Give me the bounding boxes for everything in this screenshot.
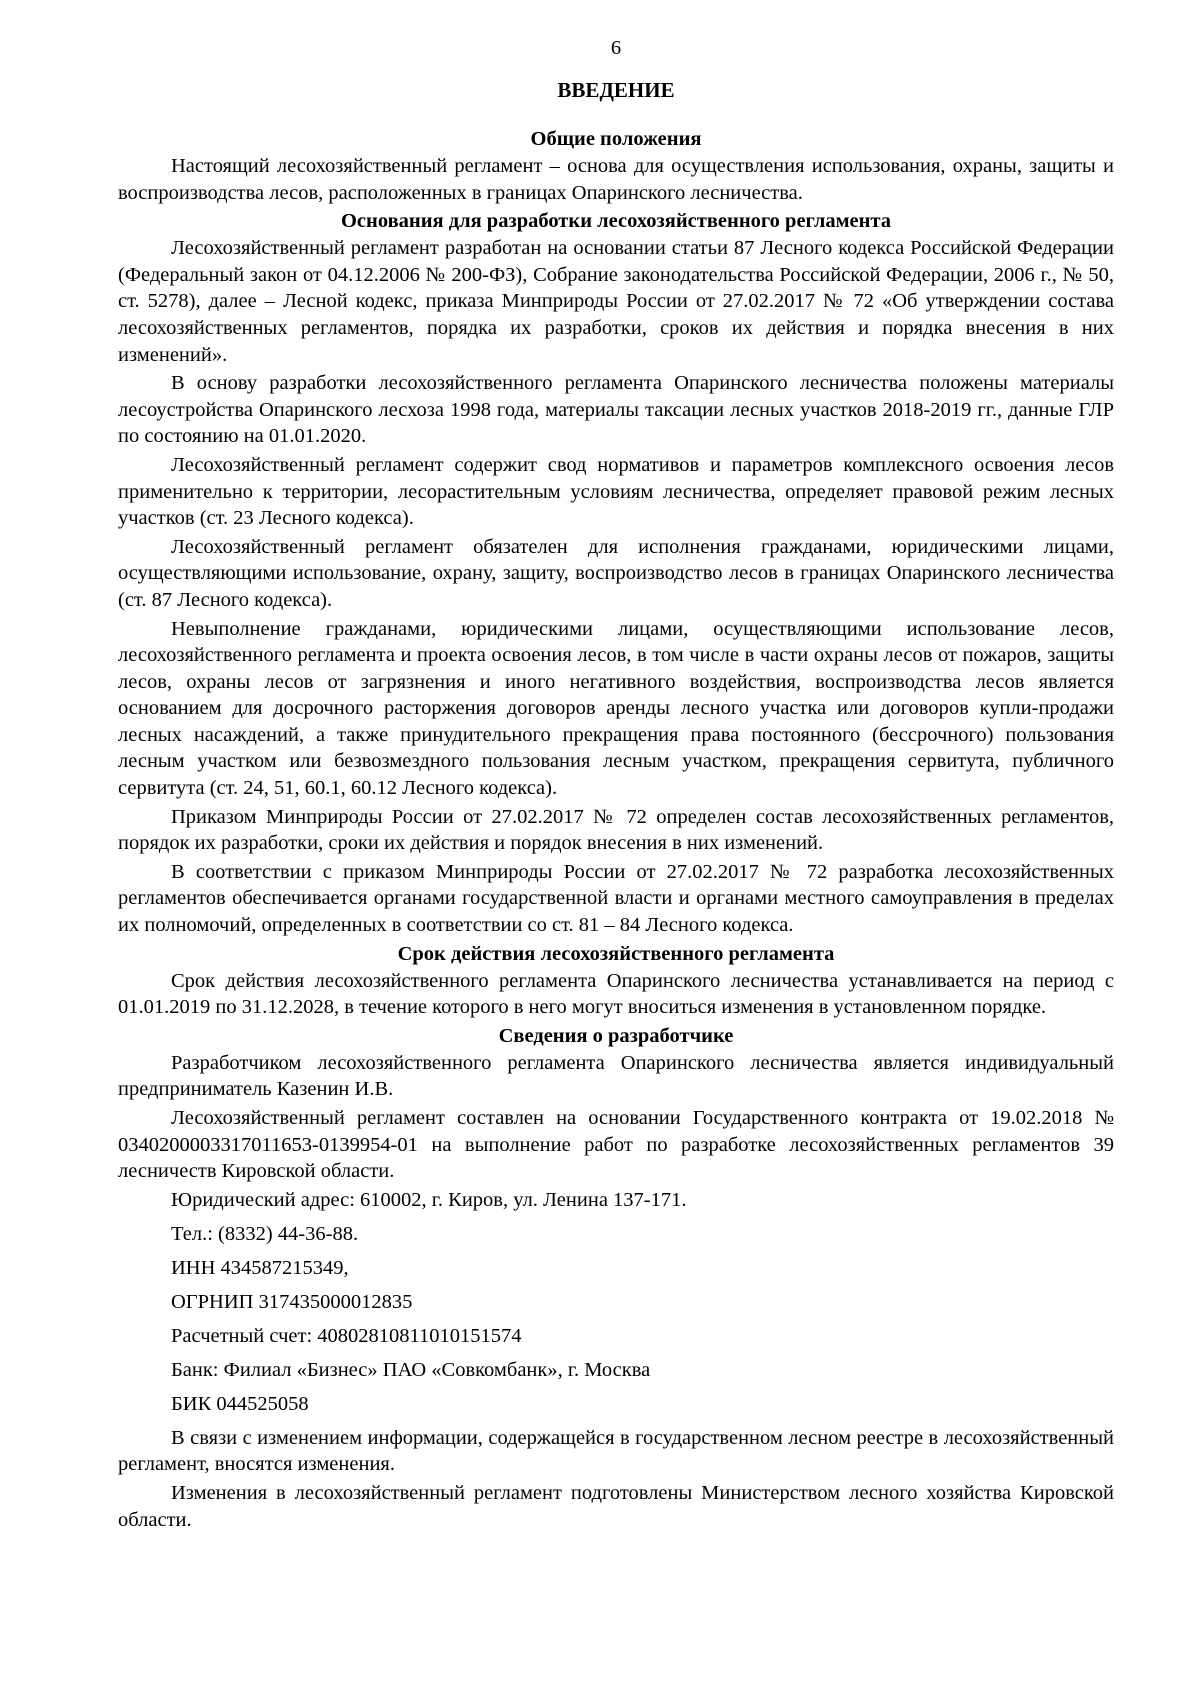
contact-bank: Банк: Филиал «Бизнес» ПАО «Совкомбанк», г. Москва [171, 1358, 651, 1381]
contact-ogrnip: ОГРНИП 317435000012835 [171, 1290, 413, 1313]
paragraph: Приказом Минприроды России от 27.02.2017 № 72 определен состав лесохозяйственных регламентов, порядок их разработки, сроки их действия и порядок внесения в них изменений. [118, 805, 1114, 855]
section-heading-validity: Срок действия лесохозяйственного регламента [397, 942, 835, 965]
section-heading-grounds: Основания для разработки лесохозяйственного регламента [340, 210, 892, 233]
contact-address: Юридический адрес: 610002, г. Киров, ул. Ленина 137-171. [171, 1188, 687, 1211]
paragraph: Невыполнение гражданами, юридическими лицами, осуществляющими использование лесов, лесохозяйственного регламента и проекта освоения лесов, в том числе в части охраны лесов от пожаров, защиты лесов, охраны лесов от загрязнения и иного негативного воздействия, воспроизводства лесов является основанием для досрочного расторжения договоров аренды лесного участка или договоров купли-продажи лесных насаждений, а также принудительного прекращения права постоянного (бессрочного) пользования лесным участком или безвозмездного пользования лесным участком, прекращения сервитута, публичного сервитута (ст. 24, 51, 60.1, 60.12 Лесного кодекса). [118, 617, 1114, 800]
contact-phone: Тел.: (8332) 44-36-88. [171, 1222, 359, 1245]
paragraph: Срок действия лесохозяйственного регламента Опаринского лесничества устанавливается на период с 01.01.2019 по 31.12.2028, в течение которого в него могут вноситься изменения в установленном порядке. [118, 969, 1114, 1019]
contact-inn: ИНН 434587215349, [171, 1256, 349, 1279]
section-heading-general: Общие положения [530, 128, 702, 150]
paragraph: Настоящий лесохозяйственный регламент – основа для осуществления использования, охраны, защиты и воспроизводства лесов, расположенных в границах Опаринского лесничества. [118, 155, 1114, 204]
paragraph: Лесохозяйственный регламент разработан на основании статьи 87 Лесного кодекса Российской Федерации (Федеральный закон от 04.12.2006 № 200-ФЗ), Собрание законодательства Российской Федерации, 2006 г., № 50, ст. 5278), далее – Лесной кодекс, приказа Минприроды России от 27.02.2017 № 72 «Об утверждении состава лесохозяйственных регламентов, порядка их разработки, сроков их действия и порядка внесения в них изменений». [118, 237, 1114, 366]
section-heading-developer: Сведения о разработчике [498, 1024, 734, 1047]
page-number: 6 [610, 37, 622, 59]
contact-bik: БИК 044525058 [171, 1392, 309, 1415]
paragraph: В соответствии с приказом Минприроды России от 27.02.2017 № 72 разработка лесохозяйственных регламентов обеспечивается органами государственной власти и органами местного самоуправления в пределах их полномочий, определенных в соответствии со ст. 81 – 84 Лесного кодекса. [118, 860, 1114, 937]
contact-account: Расчетный счет: 40802810811010151574 [171, 1324, 522, 1347]
chapter-title: ВВЕДЕНИЕ [557, 78, 675, 102]
paragraph: Разработчиком лесохозяйственного регламента Опаринского лесничества является индивидуальный предприниматель Казенин И.В. [118, 1051, 1114, 1101]
paragraph: В связи с изменением информации, содержащейся в государственном лесном реестре в лесохозяйственный регламент, вносятся изменения. [118, 1426, 1114, 1476]
paragraph: В основу разработки лесохозяйственного регламента Опаринского лесничества положены материалы лесоустройства Опаринского лесхоза 1998 года, материалы таксации лесных участков 2018-2019 гг., данные ГЛР по состоянию на 01.01.2020. [118, 372, 1114, 448]
paragraph: Изменения в лесохозяйственный регламент подготовлены Министерством лесного хозяйства Кировской области. [118, 1481, 1114, 1531]
paragraph: Лесохозяйственный регламент обязателен для исполнения гражданами, юридическими лицами, осуществляющими использование, охрану, защиту, воспроизводство лесов в границах Опаринского лесничества (ст. 87 Лесного кодекса). [118, 535, 1114, 611]
paragraph: Лесохозяйственный регламент содержит свод нормативов и параметров комплексного освоения лесов применительно к территории, лесорастительным условиям лесничества, определяет правовой режим лесных участков (ст. 23 Лесного кодекса). [118, 453, 1114, 530]
paragraph: Лесохозяйственный регламент составлен на основании Государственного контракта от 19.02.2018 № 0340200003317011653-0139954-01 на выполнение работ по разработке лесохозяйственных регламентов 39 лесничеств Кировской области. [118, 1107, 1114, 1183]
